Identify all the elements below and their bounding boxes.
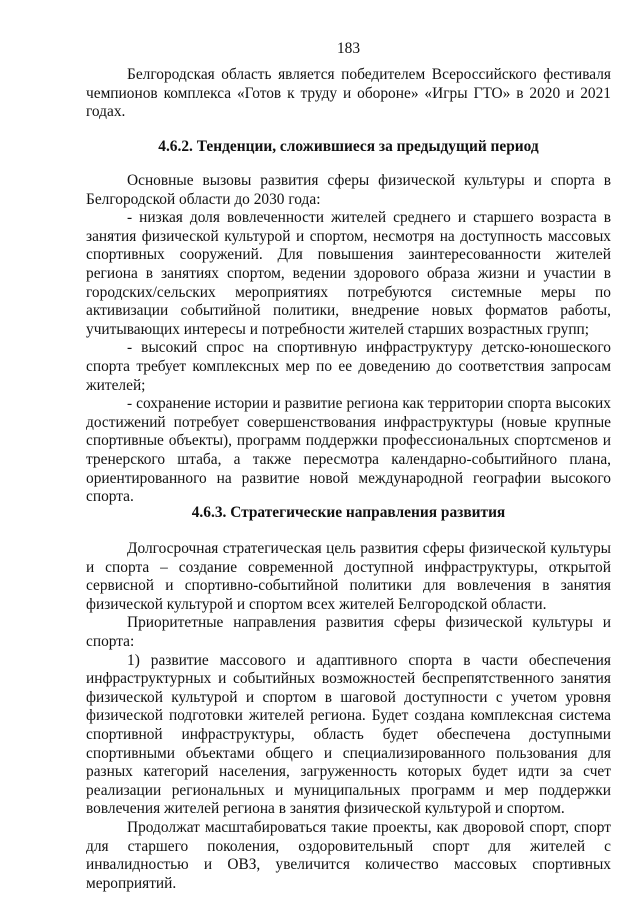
paragraph-challenges-intro: Основные вызовы развития сферы физической культуры и спорта в Белгородской области до 2030 года: bbox=[86, 172, 611, 208]
paragraph-mass-sport: 1) развитие массового и адаптивного спорта в части обеспечения инфраструктурных и событийных возможностей беспрепятственного занятия физической культурой и спортом в шаговой доступности с учетом уровня физической подготовки жителей региона. Будет создана комплексная система спортивной инфраструктуры, область будет обеспечена доступными спортивными объектами общего и специализированного пользования для разных категорий населения, загруженность которых будет идти за счет реализации региональных и муниципальных программ и мер поддержки вовлечения жителей региона в занятия физической культурой и спортом. bbox=[86, 651, 611, 818]
intro-block bbox=[86, 66, 611, 122]
paragraph-high-achievement: - сохранение истории и развитие региона как территории спорта высоких достижений потребует совершенствования инфраструктуры (новые крупные спортивные объекты), программ поддержки профессиональных спортсменов и тренерского штаба, а также пересмотра календарно-событийного плана, ориентированного на развитие новой международной географии высокого спорта. bbox=[86, 395, 611, 506]
page-number: 183 bbox=[336, 40, 361, 57]
paragraph-projects: Продолжат масштабироваться такие проекты, как дворовой спорт, спорт для старшего поколения, оздоровительный спорт для жителей с инвалидностью и ОВЗ, увеличится количество массовых спортивных мероприятий. bbox=[86, 818, 611, 892]
section-heading-4-6-3: 4.6.3. Стратегические направления развития bbox=[191, 504, 506, 521]
section-4-6-2-body bbox=[86, 172, 611, 507]
paragraph-infrastructure-demand: - высокий спрос на спортивную инфраструктуру детско-юношеского спорта требует комплексных мер по ее доведению до соответствия запросам жителей; bbox=[86, 339, 611, 394]
paragraph-strategic-goal: Долгосрочная стратегическая цель развития сферы физической культуры и спорта – создание современной доступной инфраструктуры, открытой сервисной и спортивно-событийной политики для вовлечения в занятия физической культурой и спортом всех жителей Белгородской области. bbox=[86, 540, 611, 613]
section-4-6-3-body bbox=[86, 540, 611, 893]
section-heading-4-6-2: 4.6.2. Тенденции, сложившиеся за предыдущий период bbox=[158, 138, 539, 155]
paragraph-priority-directions: Приоритетные направления развития сферы физической культуры и спорта: bbox=[86, 614, 611, 650]
intro-paragraph: Белгородская область является победителем Всероссийского фестиваля чемпионов комплекса «Готов к труду и обороне» «Игры ГТО» в 2020 и 2021 годах. bbox=[86, 66, 611, 121]
paragraph-low-engagement: - низкая доля вовлеченности жителей среднего и старшего возраста в занятия физической культурой и спортом, несмотря на доступность массовых спортивных сооружений. Для повышения заинтересованности жителей региона в занятиях спортом, ведении здорового образа жизни и участии в городских/сельских мероприятиях потребуются системные меры по активизации событийной политики, внедрение новых форматов работы, учитывающих интересы и потребности жителей старших возрастных групп; bbox=[86, 209, 611, 338]
